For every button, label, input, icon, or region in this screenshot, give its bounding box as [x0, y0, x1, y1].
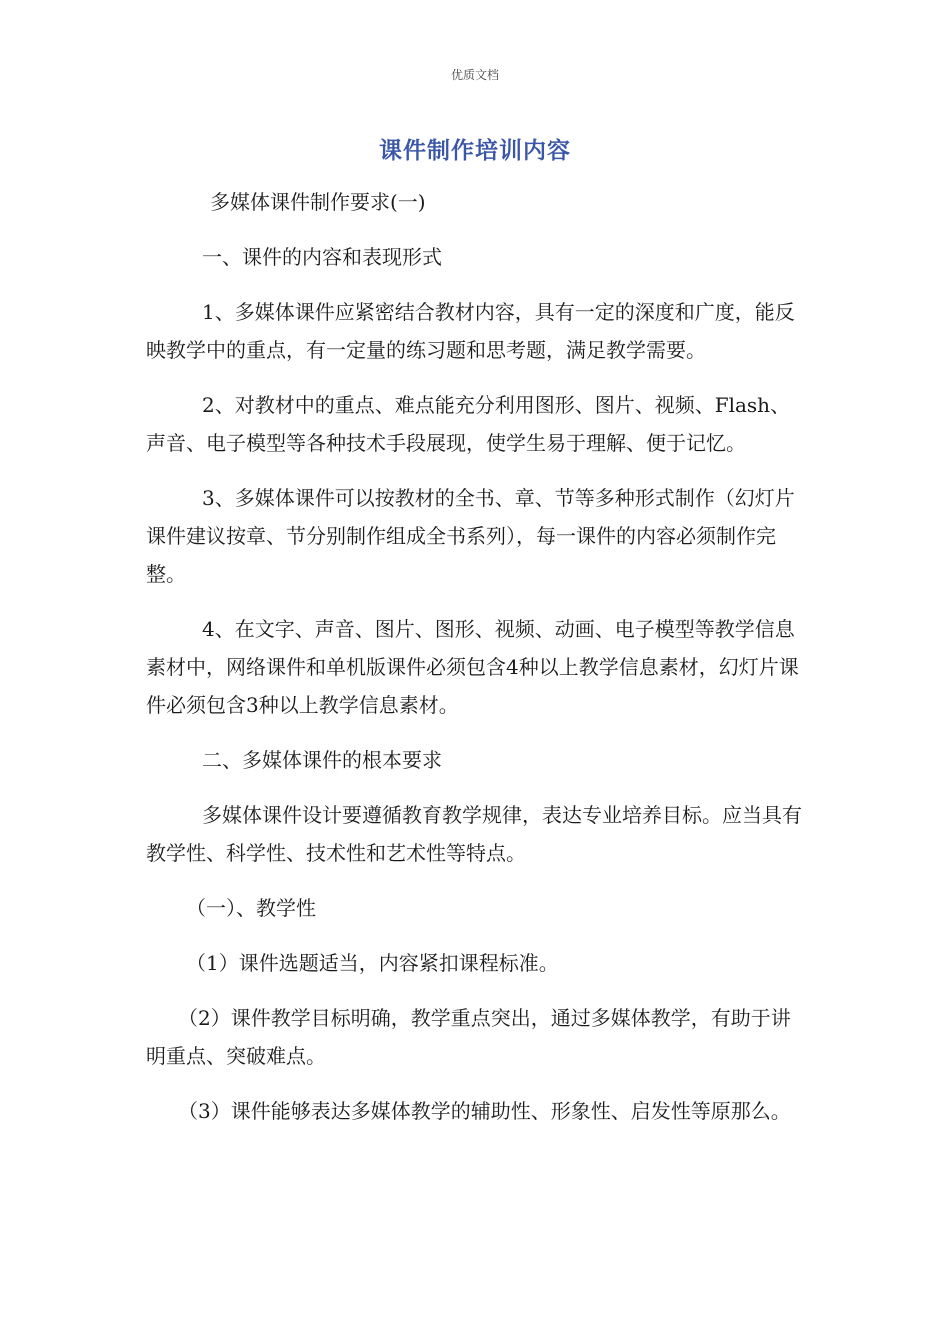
document-body — [146, 183, 806, 1147]
subtitle-paragraph: 多媒体课件制作要求(一) — [210, 190, 426, 214]
document-title: 课件制作培训内容 — [379, 138, 571, 164]
paragraph-intro: 多媒体课件设计要遵循教育教学规律，表达专业培养目标。应当具有教学性、科学性、技术性和艺术性等特点。 — [146, 803, 802, 865]
paragraph-item-2: 2、对教材中的重点、难点能充分利用图形、图片、视频、Flash、声音、电子模型等各种技术手段展现，使学生易于理解、便于记忆。 — [146, 393, 791, 455]
subsection-heading-teaching: （一）、教学性 — [186, 896, 316, 920]
header-label: 优质文档 — [450, 68, 499, 82]
section-heading-1: 一、课件的内容和表现形式 — [202, 245, 442, 269]
paragraph-item-3: 3、多媒体课件可以按教材的全书、章、节等多种形式制作（幻灯片课件建议按章、节分别制作组成全书系列），每一课件的内容必须制作完整。 — [146, 486, 795, 586]
paragraph-item-1: 1、多媒体课件应紧密结合教材内容，具有一定的深度和广度，能反映教学中的重点，有一定量的练习题和思考题，满足教学需要。 — [146, 300, 795, 362]
paragraph-point-3: （3）课件能够表达多媒体教学的辅助性、形象性、启发性等原那么。 — [178, 1099, 791, 1123]
paragraph-point-2: （2）课件教学目标明确，教学重点突出，通过多媒体教学，有助于讲明重点、突破难点。 — [146, 1006, 791, 1068]
paragraph-item-4: 4、在文字、声音、图片、图形、视频、动画、电子模型等教学信息素材中，网络课件和单机版课件必须包含4种以上教学信息素材，幻灯片课件必须包含3种以上教学信息素材。 — [146, 617, 799, 717]
paragraph-point-1: （1）课件选题适当，内容紧扣课程标准。 — [186, 951, 559, 975]
section-heading-2: 二、多媒体课件的根本要求 — [202, 748, 442, 772]
